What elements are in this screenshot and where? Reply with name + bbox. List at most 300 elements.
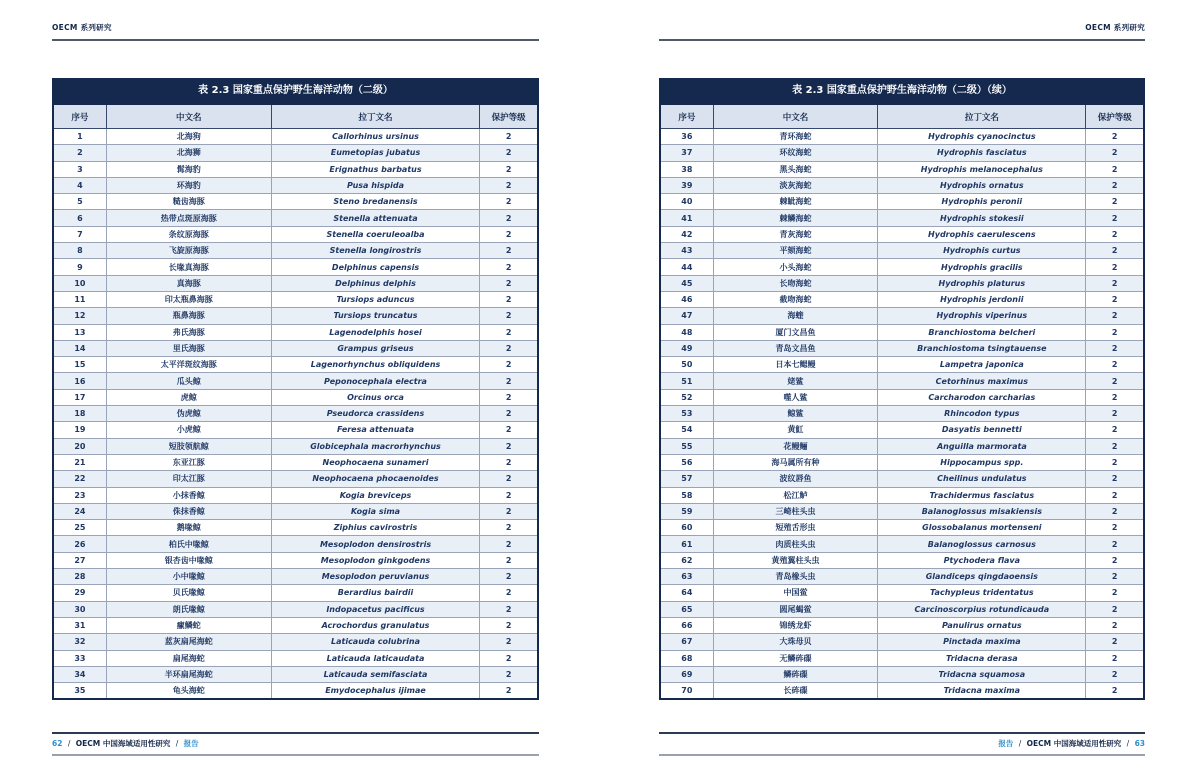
running-head: OECM 系列研究 <box>52 23 112 32</box>
footer-separator: / <box>1126 739 1130 748</box>
latin-name-cell: Berardius bairdii <box>271 585 480 601</box>
seq-cell: 65 <box>660 601 713 617</box>
seq-cell: 30 <box>53 601 106 617</box>
grade-cell: 2 <box>1086 161 1144 177</box>
column-header-latin-name: 拉丁文名 <box>878 104 1086 129</box>
latin-name-cell: Glandiceps qingdaoensis <box>878 569 1086 585</box>
seq-cell: 31 <box>53 617 106 633</box>
chinese-name-cell: 青岛橡头虫 <box>713 569 878 585</box>
table-row <box>660 177 1144 193</box>
chinese-name-cell: 噬人鲨 <box>713 389 878 405</box>
seq-cell: 41 <box>660 210 713 226</box>
chinese-name-cell: 东亚江豚 <box>106 454 271 470</box>
chinese-name-cell: 圆尾蝎鲎 <box>713 601 878 617</box>
chinese-name-cell: 青岛文昌鱼 <box>713 340 878 356</box>
species-table-left <box>52 78 539 700</box>
latin-name-cell: Hydrophis platurus <box>878 275 1086 291</box>
latin-name-cell: Lagenodelphis hosei <box>271 324 480 340</box>
table-row <box>660 226 1144 242</box>
table-row <box>53 487 538 503</box>
latin-name-cell: Carcharodon carcharias <box>878 389 1086 405</box>
grade-cell: 2 <box>1086 634 1144 650</box>
latin-name-cell: Anguilla marmorata <box>878 438 1086 454</box>
grade-cell: 2 <box>1086 145 1144 161</box>
table-row <box>660 389 1144 405</box>
latin-name-cell: Laticauda colubrina <box>271 634 480 650</box>
grade-cell: 2 <box>480 389 538 405</box>
latin-name-cell: Hippocampus spp. <box>878 454 1086 470</box>
seq-cell: 32 <box>53 634 106 650</box>
seq-cell: 12 <box>53 308 106 324</box>
table-row <box>53 634 538 650</box>
latin-name-cell: Orcinus orca <box>271 389 480 405</box>
table-row <box>53 520 538 536</box>
grade-cell: 2 <box>480 536 538 552</box>
latin-name-cell: Pinctada maxima <box>878 634 1086 650</box>
table-row <box>53 471 538 487</box>
table-row <box>660 634 1144 650</box>
seq-cell: 10 <box>53 275 106 291</box>
chinese-name-cell: 印太瓶鼻海豚 <box>106 291 271 307</box>
table-row <box>660 129 1144 145</box>
latin-name-cell: Indopacetus pacificus <box>271 601 480 617</box>
header-rule <box>659 39 1145 41</box>
footer-rule-bottom <box>659 754 1145 756</box>
grade-cell: 2 <box>1086 406 1144 422</box>
grade-cell: 2 <box>480 634 538 650</box>
table-title: 表 2.3 国家重点保护野生海洋动物（二级）（续） <box>659 78 1145 103</box>
column-header-protection-grade: 保护等级 <box>1086 104 1144 129</box>
latin-name-cell: Tachypleus tridentatus <box>878 585 1086 601</box>
table-row <box>660 569 1144 585</box>
chinese-name-cell: 短殖舌形虫 <box>713 520 878 536</box>
page-footer <box>52 732 539 756</box>
chinese-name-cell: 环纹海蛇 <box>713 145 878 161</box>
chinese-name-cell: 扁尾海蛇 <box>106 650 271 666</box>
grade-cell: 2 <box>1086 226 1144 242</box>
table <box>52 103 539 700</box>
chinese-name-cell: 平颏海蛇 <box>713 243 878 259</box>
grade-cell: 2 <box>1086 650 1144 666</box>
seq-cell: 23 <box>53 487 106 503</box>
chinese-name-cell: 龟头海蛇 <box>106 683 271 700</box>
seq-cell: 4 <box>53 177 106 193</box>
chinese-name-cell: 太平洋斑纹海豚 <box>106 357 271 373</box>
grade-cell: 2 <box>1086 471 1144 487</box>
latin-name-cell: Rhincodon typus <box>878 406 1086 422</box>
seq-cell: 39 <box>660 177 713 193</box>
table-row <box>53 129 538 145</box>
latin-name-cell: Hydrophis jerdonii <box>878 291 1086 307</box>
latin-name-cell: Pusa hispida <box>271 177 480 193</box>
header-rule <box>52 39 539 41</box>
latin-name-cell: Hydrophis ornatus <box>878 177 1086 193</box>
latin-name-cell: Panulirus ornatus <box>878 617 1086 633</box>
latin-name-cell: Acrochordus granulatus <box>271 617 480 633</box>
table <box>659 103 1145 700</box>
seq-cell: 50 <box>660 357 713 373</box>
chinese-name-cell: 黄殖翼柱头虫 <box>713 552 878 568</box>
footer-rule-bottom <box>52 754 539 756</box>
grade-cell: 2 <box>480 291 538 307</box>
latin-name-cell: Erignathus barbatus <box>271 161 480 177</box>
table-row <box>660 291 1144 307</box>
chinese-name-cell: 弗氏海豚 <box>106 324 271 340</box>
page-number: 63 <box>1134 739 1145 748</box>
grade-cell: 2 <box>480 585 538 601</box>
seq-cell: 54 <box>660 422 713 438</box>
seq-cell: 42 <box>660 226 713 242</box>
seq-cell: 59 <box>660 503 713 519</box>
page-footer <box>659 732 1145 756</box>
table-row <box>660 471 1144 487</box>
seq-cell: 16 <box>53 373 106 389</box>
seq-cell: 56 <box>660 454 713 470</box>
latin-name-cell: Peponocephala electra <box>271 373 480 389</box>
table-row <box>53 536 538 552</box>
grade-cell: 2 <box>480 145 538 161</box>
grade-cell: 2 <box>1086 617 1144 633</box>
seq-cell: 18 <box>53 406 106 422</box>
latin-name-cell: Feresa attenuata <box>271 422 480 438</box>
table-row <box>53 422 538 438</box>
column-header-chinese-name: 中文名 <box>106 104 271 129</box>
chinese-name-cell: 青灰海蛇 <box>713 226 878 242</box>
latin-name-cell: Delphinus delphis <box>271 275 480 291</box>
latin-name-cell: Branchiostoma tsingtauense <box>878 340 1086 356</box>
chinese-name-cell: 糙齿海豚 <box>106 194 271 210</box>
latin-name-cell: Hydrophis curtus <box>878 243 1086 259</box>
table-row <box>53 454 538 470</box>
chinese-name-cell: 无鳞砗磲 <box>713 650 878 666</box>
grade-cell: 2 <box>1086 520 1144 536</box>
table-row <box>660 259 1144 275</box>
table-row <box>53 650 538 666</box>
table-row <box>660 503 1144 519</box>
column-header-seq: 序号 <box>53 104 106 129</box>
seq-cell: 1 <box>53 129 106 145</box>
grade-cell: 2 <box>480 275 538 291</box>
seq-cell: 62 <box>660 552 713 568</box>
latin-name-cell: Globicephala macrorhynchus <box>271 438 480 454</box>
table-row <box>660 194 1144 210</box>
table-row <box>53 373 538 389</box>
grade-cell: 2 <box>1086 422 1144 438</box>
grade-cell: 2 <box>1086 585 1144 601</box>
latin-name-cell: Balanoglossus carnosus <box>878 536 1086 552</box>
footer-text <box>659 734 1145 754</box>
chinese-name-cell: 小头海蛇 <box>713 259 878 275</box>
seq-cell: 29 <box>53 585 106 601</box>
seq-cell: 3 <box>53 161 106 177</box>
document-title: OECM 中国海域适用性研究 <box>75 739 171 748</box>
latin-name-cell: Mesoplodon peruvianus <box>271 569 480 585</box>
seq-cell: 36 <box>660 129 713 145</box>
species-table-right <box>659 78 1145 700</box>
grade-cell: 2 <box>480 226 538 242</box>
seq-cell: 67 <box>660 634 713 650</box>
grade-cell: 2 <box>1086 454 1144 470</box>
chinese-name-cell: 截吻海蛇 <box>713 291 878 307</box>
chinese-name-cell: 瘰鳞蛇 <box>106 617 271 633</box>
chinese-name-cell: 半环扁尾海蛇 <box>106 666 271 682</box>
seq-cell: 26 <box>53 536 106 552</box>
grade-cell: 2 <box>1086 259 1144 275</box>
latin-name-cell: Kogia breviceps <box>271 487 480 503</box>
seq-cell: 21 <box>53 454 106 470</box>
latin-name-cell: Laticauda semifasciata <box>271 666 480 682</box>
grade-cell: 2 <box>1086 552 1144 568</box>
latin-name-cell: Hydrophis gracilis <box>878 259 1086 275</box>
table-row <box>660 324 1144 340</box>
chinese-name-cell: 厦门文昌鱼 <box>713 324 878 340</box>
grade-cell: 2 <box>480 552 538 568</box>
table-title: 表 2.3 国家重点保护野生海洋动物（二级） <box>52 78 539 103</box>
seq-cell: 66 <box>660 617 713 633</box>
grade-cell: 2 <box>480 210 538 226</box>
table-row <box>53 308 538 324</box>
seq-cell: 49 <box>660 340 713 356</box>
document-type: 报告 <box>183 739 199 748</box>
table-row <box>53 259 538 275</box>
table-row <box>53 340 538 356</box>
chinese-name-cell: 海蝰 <box>713 308 878 324</box>
footer-separator: / <box>67 739 71 748</box>
page-header <box>659 22 1145 41</box>
table-row <box>53 357 538 373</box>
table-row <box>53 226 538 242</box>
table-row <box>660 683 1144 700</box>
seq-cell: 48 <box>660 324 713 340</box>
latin-name-cell: Ziphius cavirostris <box>271 520 480 536</box>
latin-name-cell: Hydrophis peronii <box>878 194 1086 210</box>
chinese-name-cell: 朗氏喙鲸 <box>106 601 271 617</box>
chinese-name-cell: 海马属所有种 <box>713 454 878 470</box>
chinese-name-cell: 小抹香鲸 <box>106 487 271 503</box>
latin-name-cell: Stenella coeruleoalba <box>271 226 480 242</box>
chinese-name-cell: 黄魟 <box>713 422 878 438</box>
seq-cell: 68 <box>660 650 713 666</box>
chinese-name-cell: 短肢领航鲸 <box>106 438 271 454</box>
table-row <box>660 422 1144 438</box>
grade-cell: 2 <box>1086 210 1144 226</box>
chinese-name-cell: 里氏海豚 <box>106 340 271 356</box>
latin-name-cell: Lagenorhynchus obliquidens <box>271 357 480 373</box>
table-row <box>53 243 538 259</box>
chinese-name-cell: 印太江豚 <box>106 471 271 487</box>
latin-name-cell: Hydrophis stokesii <box>878 210 1086 226</box>
latin-name-cell: Mesoplodon densirostris <box>271 536 480 552</box>
seq-cell: 24 <box>53 503 106 519</box>
chinese-name-cell: 蓝灰扁尾海蛇 <box>106 634 271 650</box>
latin-name-cell: Pseudorca crassidens <box>271 406 480 422</box>
grade-cell: 2 <box>1086 666 1144 682</box>
chinese-name-cell: 大珠母贝 <box>713 634 878 650</box>
grade-cell: 2 <box>480 520 538 536</box>
grade-cell: 2 <box>1086 601 1144 617</box>
table-row <box>660 406 1144 422</box>
chinese-name-cell: 棘鳞海蛇 <box>713 210 878 226</box>
table-row <box>53 194 538 210</box>
chinese-name-cell: 黑头海蛇 <box>713 161 878 177</box>
grade-cell: 2 <box>1086 373 1144 389</box>
chinese-name-cell: 热带点斑原海豚 <box>106 210 271 226</box>
latin-name-cell: Grampus griseus <box>271 340 480 356</box>
column-header-seq: 序号 <box>660 104 713 129</box>
chinese-name-cell: 瓶鼻海豚 <box>106 308 271 324</box>
page-right <box>659 0 1145 778</box>
table-row <box>660 243 1144 259</box>
table-row <box>660 487 1144 503</box>
latin-name-cell: Balanoglossus misakiensis <box>878 503 1086 519</box>
seq-cell: 51 <box>660 373 713 389</box>
seq-cell: 61 <box>660 536 713 552</box>
table-row <box>53 324 538 340</box>
grade-cell: 2 <box>480 666 538 682</box>
latin-name-cell: Trachidermus fasciatus <box>878 487 1086 503</box>
grade-cell: 2 <box>480 177 538 193</box>
seq-cell: 47 <box>660 308 713 324</box>
grade-cell: 2 <box>480 422 538 438</box>
seq-cell: 57 <box>660 471 713 487</box>
column-header-latin-name: 拉丁文名 <box>271 104 480 129</box>
latin-name-cell: Tursiops truncatus <box>271 308 480 324</box>
chinese-name-cell: 髯海豹 <box>106 161 271 177</box>
latin-name-cell: Delphinus capensis <box>271 259 480 275</box>
chinese-name-cell: 柏氏中喙鲸 <box>106 536 271 552</box>
chinese-name-cell: 瓜头鲸 <box>106 373 271 389</box>
seq-cell: 58 <box>660 487 713 503</box>
grade-cell: 2 <box>480 161 538 177</box>
latin-name-cell: Steno bredanensis <box>271 194 480 210</box>
grade-cell: 2 <box>1086 177 1144 193</box>
latin-name-cell: Tridacna squamosa <box>878 666 1086 682</box>
grade-cell: 2 <box>1086 243 1144 259</box>
seq-cell: 63 <box>660 569 713 585</box>
table-row <box>53 552 538 568</box>
latin-name-cell: Stenella attenuata <box>271 210 480 226</box>
chinese-name-cell: 肉质柱头虫 <box>713 536 878 552</box>
running-head: OECM 系列研究 <box>1085 23 1145 32</box>
chinese-name-cell: 长吻海蛇 <box>713 275 878 291</box>
chinese-name-cell: 小虎鲸 <box>106 422 271 438</box>
table-row <box>53 601 538 617</box>
seq-cell: 9 <box>53 259 106 275</box>
table-row <box>660 617 1144 633</box>
seq-cell: 38 <box>660 161 713 177</box>
grade-cell: 2 <box>1086 308 1144 324</box>
latin-name-cell: Branchiostoma belcheri <box>878 324 1086 340</box>
grade-cell: 2 <box>480 683 538 700</box>
chinese-name-cell: 鳞砗磲 <box>713 666 878 682</box>
table-row <box>660 666 1144 682</box>
grade-cell: 2 <box>1086 324 1144 340</box>
latin-name-cell: Kogia sima <box>271 503 480 519</box>
chinese-name-cell: 伪虎鲸 <box>106 406 271 422</box>
grade-cell: 2 <box>480 308 538 324</box>
seq-cell: 6 <box>53 210 106 226</box>
table-row <box>660 585 1144 601</box>
grade-cell: 2 <box>480 438 538 454</box>
seq-cell: 19 <box>53 422 106 438</box>
chinese-name-cell: 波纹唇鱼 <box>713 471 878 487</box>
chinese-name-cell: 银杏齿中喙鲸 <box>106 552 271 568</box>
seq-cell: 64 <box>660 585 713 601</box>
grade-cell: 2 <box>480 129 538 145</box>
latin-name-cell: Glossobalanus mortenseni <box>878 520 1086 536</box>
grade-cell: 2 <box>1086 357 1144 373</box>
chinese-name-cell: 锦绣龙虾 <box>713 617 878 633</box>
grade-cell: 2 <box>480 617 538 633</box>
page-number: 62 <box>52 739 63 748</box>
seq-cell: 34 <box>53 666 106 682</box>
seq-cell: 40 <box>660 194 713 210</box>
page-header <box>52 22 539 41</box>
seq-cell: 25 <box>53 520 106 536</box>
chinese-name-cell: 真海豚 <box>106 275 271 291</box>
table-row <box>660 308 1144 324</box>
seq-cell: 45 <box>660 275 713 291</box>
chinese-name-cell: 三崎柱头虫 <box>713 503 878 519</box>
grade-cell: 2 <box>1086 569 1144 585</box>
chinese-name-cell: 小中喙鲸 <box>106 569 271 585</box>
chinese-name-cell: 贝氏喙鲸 <box>106 585 271 601</box>
chinese-name-cell: 长砗磲 <box>713 683 878 700</box>
seq-cell: 35 <box>53 683 106 700</box>
seq-cell: 69 <box>660 666 713 682</box>
grade-cell: 2 <box>1086 275 1144 291</box>
chinese-name-cell: 花鳗鲡 <box>713 438 878 454</box>
latin-name-cell: Tridacna derasa <box>878 650 1086 666</box>
table-row <box>53 275 538 291</box>
latin-name-cell: Hydrophis cyanocinctus <box>878 129 1086 145</box>
table-row <box>53 291 538 307</box>
chinese-name-cell: 条纹原海豚 <box>106 226 271 242</box>
table-row <box>660 454 1144 470</box>
latin-name-cell: Dasyatis bennetti <box>878 422 1086 438</box>
seq-cell: 20 <box>53 438 106 454</box>
chinese-name-cell: 虎鲸 <box>106 389 271 405</box>
table-row <box>53 161 538 177</box>
footer-text <box>52 734 539 754</box>
seq-cell: 60 <box>660 520 713 536</box>
column-header-chinese-name: 中文名 <box>713 104 878 129</box>
table-row <box>660 552 1144 568</box>
seq-cell: 2 <box>53 145 106 161</box>
grade-cell: 2 <box>480 357 538 373</box>
table-row <box>53 569 538 585</box>
latin-name-cell: Mesoplodon ginkgodens <box>271 552 480 568</box>
grade-cell: 2 <box>480 503 538 519</box>
chinese-name-cell: 长喙真海豚 <box>106 259 271 275</box>
seq-cell: 22 <box>53 471 106 487</box>
grade-cell: 2 <box>1086 487 1144 503</box>
table-row <box>660 275 1144 291</box>
table-header-row <box>660 104 1144 129</box>
grade-cell: 2 <box>1086 683 1144 700</box>
table-row <box>53 585 538 601</box>
chinese-name-cell: 中国鲎 <box>713 585 878 601</box>
seq-cell: 5 <box>53 194 106 210</box>
table-row <box>53 210 538 226</box>
grade-cell: 2 <box>480 601 538 617</box>
seq-cell: 14 <box>53 340 106 356</box>
grade-cell: 2 <box>480 243 538 259</box>
chinese-name-cell: 北海狗 <box>106 129 271 145</box>
seq-cell: 13 <box>53 324 106 340</box>
table-row <box>660 145 1144 161</box>
seq-cell: 53 <box>660 406 713 422</box>
